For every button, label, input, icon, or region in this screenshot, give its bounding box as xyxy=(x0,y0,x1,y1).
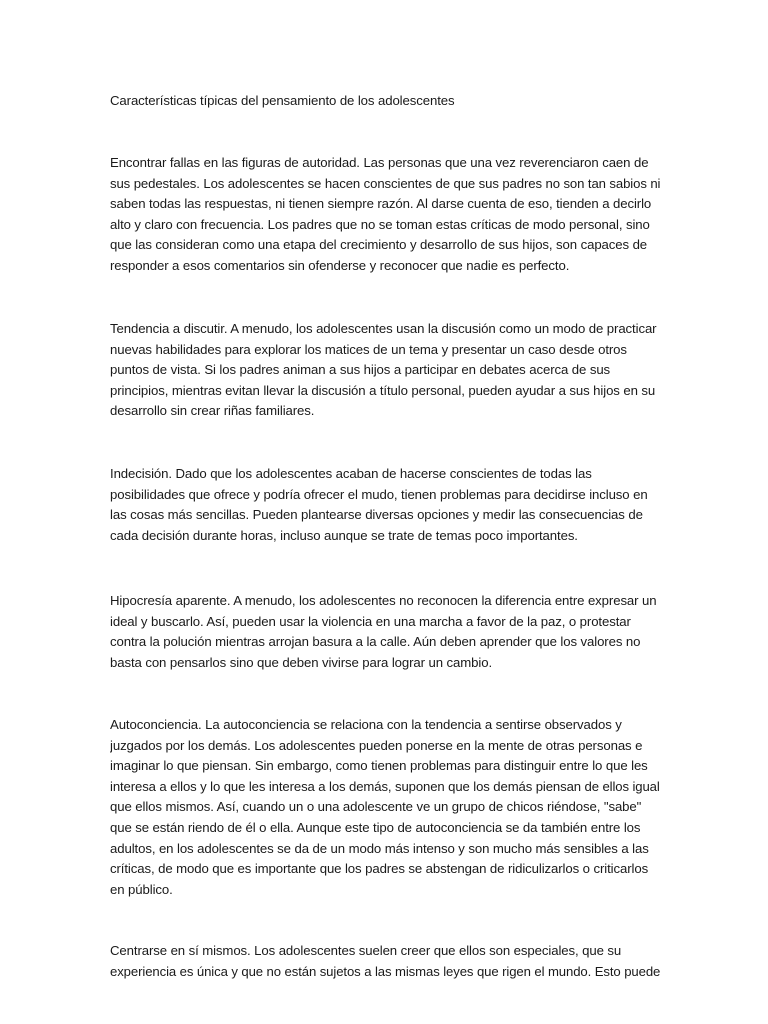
text-line: experiencia es única y que no están sujetos a las mismas leyes que rigen el mundo. Esto puede xyxy=(110,963,660,979)
text-line: nuevas habilidades para explorar los matices de un tema y presentar un caso desde otros xyxy=(110,341,627,357)
text-line: cada decisión durante horas, incluso aunque se trate de temas poco importantes. xyxy=(110,527,578,543)
text-line: en público. xyxy=(110,881,173,897)
text-line: sus pedestales. Los adolescentes se hacen conscientes de que sus padres no son tan sabios ni xyxy=(110,175,660,191)
text-line: Hipocresía aparente. A menudo, los adolescentes no reconocen la diferencia entre expresar un xyxy=(110,593,657,608)
text-line: Centrarse en sí mismos. Los adolescentes suelen creer que ellos son especiales, que su xyxy=(110,943,622,958)
text-line: que las consideran como una etapa del crecimiento y desarrollo de sus hijos, son capaces de xyxy=(110,237,648,253)
text-line: las cosas más sencillas. Pueden plantearse diversas opciones y medir las consecuencias de xyxy=(110,507,643,523)
text-line: responder a esos comentarios sin ofenderse y reconocer que nadie es perfecto. xyxy=(110,257,570,273)
text-line: principios, mientras evitan llevar la discusión a título personal, pueden ayudar a sus hijos en su xyxy=(110,382,656,398)
paragraph-self-consciousness xyxy=(110,715,660,900)
text-line: ideal y buscarlo. Así, pueden usar la violencia en una marcha a favor de la paz, o protestar xyxy=(110,613,631,629)
text-line: desarrollo sin crear riñas familiares. xyxy=(110,403,315,419)
text-line: Encontrar fallas en las figuras de autoridad. Las personas que una vez reverenciaron caen de xyxy=(110,155,649,170)
paragraph-apparent-hypocrisy xyxy=(110,591,660,673)
document-page xyxy=(110,0,660,1024)
text-line: posibilidades que ofrece y podría ofrecer el mudo, tienen problemas para decidirse incluso en xyxy=(110,486,648,502)
text-line: juzgados por los demás. Los adolescentes pueden ponerse en la mente de otras personas e xyxy=(110,737,643,753)
text-line: alto y claro con frecuencia. Los padres que no se toman estas críticas de modo personal, sino xyxy=(110,216,650,232)
text-line: que se están riendo de él o ella. Aunque este tipo de autoconciencia se da también entre los xyxy=(110,819,641,835)
paragraph-argue-tendency xyxy=(110,319,660,422)
text-line: puntos de vista. Si los padres animan a sus hijos a participar en debates acerca de sus xyxy=(110,362,611,378)
paragraph-self-focus xyxy=(110,941,660,982)
text-line: saben todas las respuestas, ni tienen siempre razón. Al darse cuenta de eso, tienden a decirlo xyxy=(110,196,652,212)
text-line: Indecisión. Dado que los adolescentes acaban de hacerse conscientes de todas las xyxy=(110,466,592,481)
paragraph-authority-figures xyxy=(110,153,660,277)
paragraph-indecision xyxy=(110,464,660,546)
text-line: Tendencia a discutir. A menudo, los adolescentes usan la discusión como un modo de practicar xyxy=(110,321,657,336)
text-line: que ellos mismos. Así, cuando un o una adolescente ve un grupo de chicos riéndose, "sabe" xyxy=(110,799,642,815)
text-line: adultos, en los adolescentes se da de un modo más intenso y son mucho más sensibles a las xyxy=(110,840,649,856)
text-line: interesa a ellos y lo que les interesa a los demás, suponen que los demás piensan de ellos igual xyxy=(110,778,660,794)
text-line: Autoconciencia. La autoconciencia se relaciona con la tendencia a sentirse observados y xyxy=(110,717,622,732)
text-line: basta con pensarlos sino que deben vivirse para lograr un cambio. xyxy=(110,654,493,670)
text-line: imaginar lo que piensan. Sin embargo, como tienen problemas para distinguir entre lo que les xyxy=(110,758,648,774)
text-line: críticas, de modo que es importante que los padres se abstengan de ridiculizarlos o criticarlos xyxy=(110,861,649,877)
text-line: contra la polución mientras arrojan basura a la calle. Aún deben aprender que los valores no xyxy=(110,634,641,650)
document-title: Características típicas del pensamiento de los adolescentes xyxy=(110,93,455,108)
